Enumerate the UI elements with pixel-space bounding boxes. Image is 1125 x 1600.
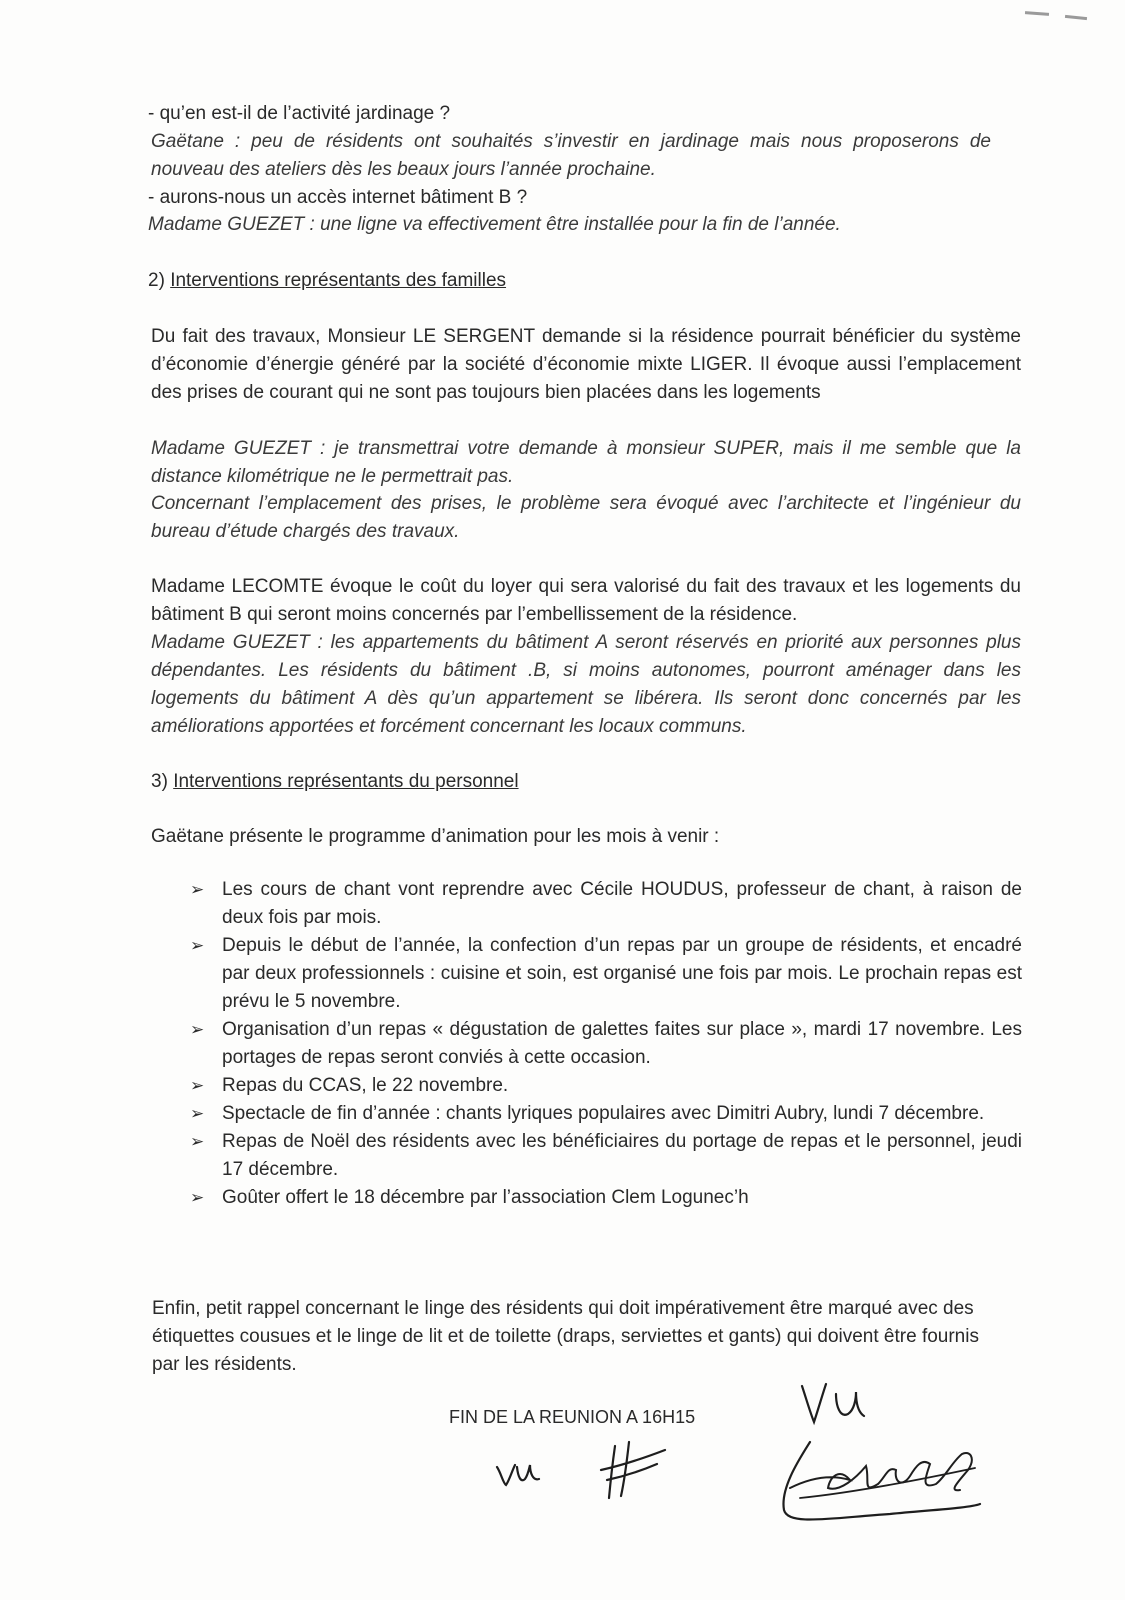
arrow-bullet-icon: ➢ <box>190 1104 205 1123</box>
linen-reminder: Enfin, petit rappel concernant le linge des résidents qui doit impérativement être marqué avec des étiquettes cousues et le linge de lit et de toilette (draps, serviettes et gants) qui doivent être fournis par les résidents. <box>152 1298 979 1375</box>
arrow-bullet-icon: ➢ <box>190 880 205 899</box>
section-number: 3) <box>151 771 168 792</box>
list-item: ➢ Spectacle de fin d’année : chants lyriques populaires avec Dimitri Aubry, lundi 7 décembre. <box>190 1100 1022 1128</box>
handwritten-vu-left <box>495 1453 550 1491</box>
answer-gardening: Gaëtane : peu de résidents ont souhaités s’investir en jardinage mais nous proposerons de nouveau des ateliers dès les beaux jours l’année prochaine. <box>151 131 991 180</box>
list-item: ➢ Les cours de chant vont reprendre avec Cécile HOUDUS, professeur de chant, à raison de deux fois par mois. <box>190 876 1022 932</box>
scan-mark <box>1065 15 1087 20</box>
arrow-bullet-icon: ➢ <box>190 1020 205 1039</box>
program-list <box>190 876 1022 1212</box>
list-item: ➢ Repas du CCAS, le 22 novembre. <box>190 1072 1022 1100</box>
meeting-end: FIN DE LA REUNION A 16H15 <box>449 1407 696 1427</box>
arrow-bullet-icon: ➢ <box>190 1132 205 1151</box>
arrow-bullet-icon: ➢ <box>190 1188 205 1207</box>
answer-guezet-1: Madame GUEZET : je transmettrai votre demande à monsieur SUPER, mais il me semble que la distance kilométrique ne le permettrait pas. <box>151 438 1021 487</box>
question-internet: - aurons-nous un accès internet bâtiment B ? <box>148 187 528 208</box>
list-item: ➢ Goûter offert le 18 décembre par l’association Clem Logunec’h <box>190 1184 1022 1212</box>
section-number: 2) <box>148 270 165 291</box>
section-title: Interventions représentants du personnel <box>173 771 519 792</box>
scan-mark <box>1025 11 1049 16</box>
section-title: Interventions représentants des familles <box>170 270 507 291</box>
section-heading-staff <box>151 768 519 795</box>
arrow-bullet-icon: ➢ <box>190 936 205 955</box>
list-item: ➢ Repas de Noël des résidents avec les bénéficiaires du portage de repas et le personnel, jeudi 17 décembre. <box>190 1128 1022 1184</box>
question-gardening: - qu’en est-il de l’activité jardinage ? <box>148 103 451 124</box>
section-heading-families <box>148 267 506 294</box>
answer-internet: Madame GUEZET : une ligne va effectivement être installée pour la fin de l’année. <box>148 214 841 235</box>
paragraph-le-sergent: Du fait des travaux, Monsieur LE SERGENT demande si la résidence pourrait bénéficier du système d’économie d’énergie généré par la société d’économie mixte LIGER. Il évoque aussi l’emplacement des prises de courant qui ne sont pas toujours bien placées dans les logements <box>151 326 1021 403</box>
paragraph-lecomte: Madame LECOMTE évoque le coût du loyer qui sera valorisé du fait des travaux et les logements du bâtiment B qui seront moins concernés par l’embellissement de la résidence. <box>151 576 1021 625</box>
list-item: ➢ Organisation d’un repas « dégustation de galettes faites sur place », mardi 17 novembre. Les portages de repas seront conviés à cette occasion. <box>190 1016 1022 1072</box>
arrow-bullet-icon: ➢ <box>190 1076 205 1095</box>
answer-guezet-2: Madame GUEZET : les appartements du bâtiment A seront réservés en priorité aux personnes plus dépendantes. Les résidents du bâtiment .B, si moins autonomes, pourront aménager dans les logements du bâtiment A dès qu’un appartement se libérera. Ils seront donc concernés par les améliorations apportées et forcément concernant les locaux communs. <box>151 632 1021 737</box>
handwritten-initials <box>595 1440 670 1502</box>
signature <box>770 1418 985 1538</box>
answer-outlets: Concernant l’emplacement des prises, le problème sera évoqué avec l’architecte et l’ingénieur du bureau d’étude chargés des travaux. <box>151 493 1021 542</box>
list-item: ➢ Depuis le début de l’année, la confection d’un repas par un groupe de résidents, et encadré par deux professionnels : cuisine et soin, est organisé une fois par mois. Le prochain repas est prévu le 5 novembre. <box>190 932 1022 1016</box>
program-intro: Gaëtane présente le programme d’animation pour les mois à venir : <box>151 826 720 847</box>
